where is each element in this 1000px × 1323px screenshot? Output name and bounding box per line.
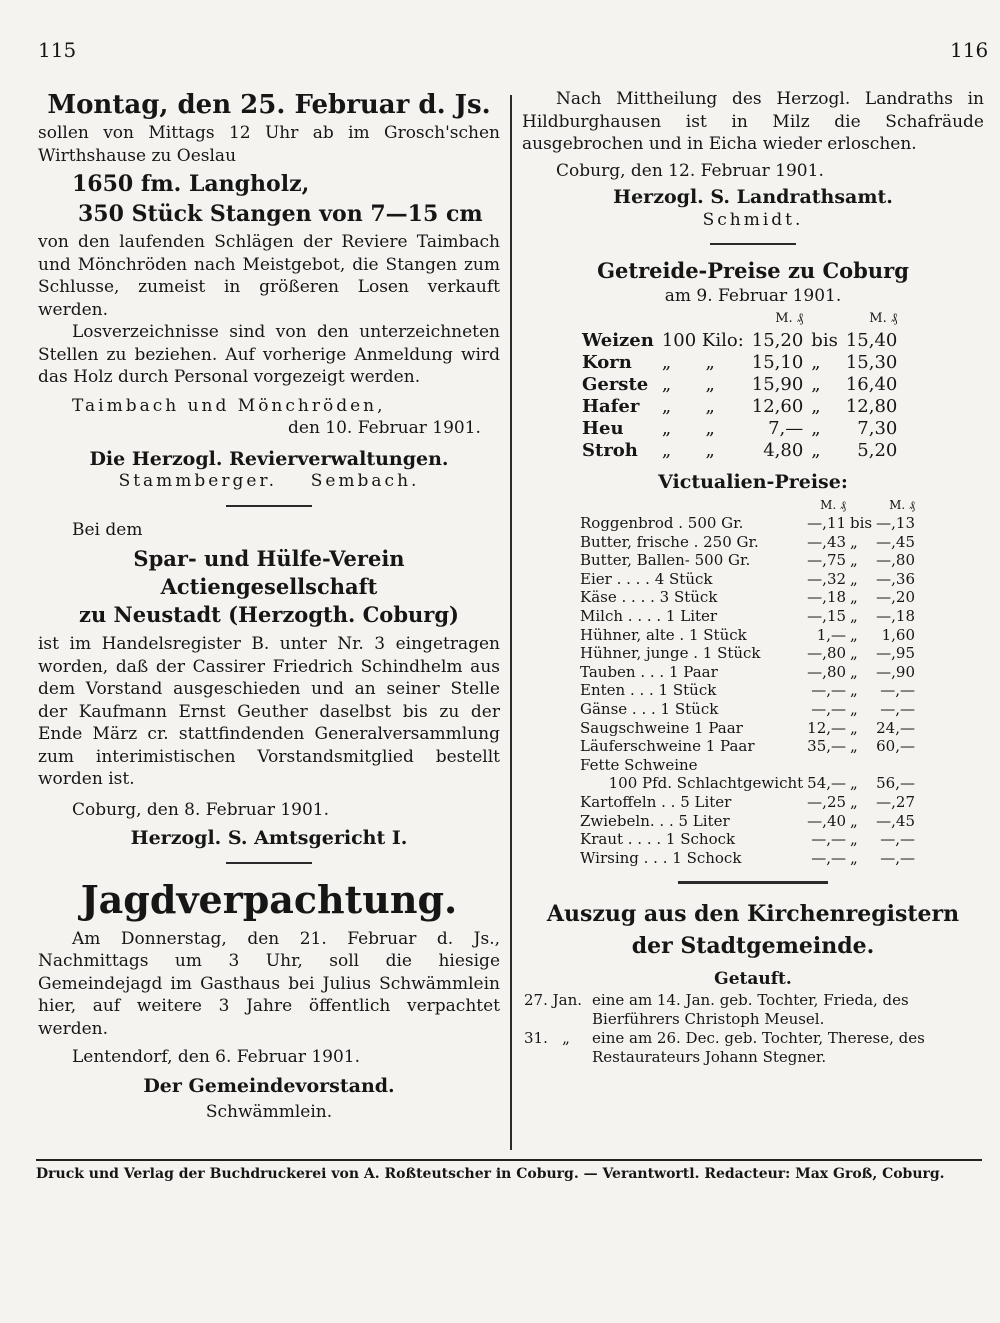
table-row [580, 700, 919, 719]
list-item [524, 1029, 984, 1067]
footer-rule [36, 1159, 982, 1161]
table-row [580, 812, 919, 831]
price-from: —,43 [807, 532, 847, 551]
price-to: —,— [880, 700, 915, 719]
price-separator: „ [850, 774, 858, 793]
grain-quantity: „ „ [661, 395, 715, 417]
auction-item-langholz: 1650 fm. Langholz, [72, 171, 310, 197]
victual-name: Saugschweine 1 Paar [580, 718, 743, 737]
price-to: —,36 [876, 569, 915, 588]
auction-heading: Montag, den 25. Februar d. Js. [47, 90, 491, 120]
victual-name: Butter, frische . 250 Gr. [580, 532, 759, 551]
victual-name: Wirsing . . . 1 Schock [580, 848, 742, 867]
price-to [876, 756, 919, 775]
victual-price-table [580, 496, 919, 868]
page-number-right: 116 [950, 38, 989, 62]
separator-rule [226, 862, 312, 864]
price-separator: „ [850, 588, 858, 607]
victual-name: Butter, Ballen- 500 Gr. [580, 551, 751, 570]
victual-name: Kartoffeln . . 5 Liter [580, 793, 732, 811]
price-to: 15,40 [845, 329, 898, 351]
price-to: —,— [880, 681, 915, 700]
grain-name: Korn [582, 351, 632, 373]
table-row [580, 756, 919, 775]
table-row [580, 533, 919, 552]
unit-mark: M. [889, 497, 906, 512]
page-number-left: 115 [38, 38, 77, 62]
notice-signature: Schmidt. [702, 209, 804, 230]
price-to: —,13 [876, 514, 915, 533]
price-separator: „ [850, 811, 858, 830]
price-from: —,80 [807, 662, 847, 681]
price-separator [850, 756, 876, 775]
price-to: —,80 [876, 551, 915, 570]
victuals-heading: Victualien-Preise: [658, 470, 848, 493]
price-from: —,11 [807, 514, 847, 533]
hunt-body: Am Donnerstag, den 21. Februar d. Js., Nachmittags um 3 Uhr, soll die hiesige Gemeindejagd im Gasthaus bei Julius Schwämmlein hier, auf weitere 3 Jahre öffentlich verpachtet werden. [38, 928, 500, 1039]
victual-name: Läuferschweine 1 Paar [580, 737, 755, 756]
price-separator: „ [850, 644, 858, 663]
price-separator: „ [811, 439, 821, 461]
price-from: 15,10 [751, 351, 804, 373]
price-to: 16,40 [845, 373, 898, 395]
price-from: —,15 [807, 607, 847, 626]
grain-date: am 9. Februar 1901. [664, 286, 842, 306]
price-from: 54,— [807, 774, 847, 793]
table-row [580, 607, 919, 626]
register-lead: Bei dem [72, 519, 143, 540]
price-separator: „ [850, 737, 858, 756]
price-separator: „ [850, 848, 858, 867]
column-divider [510, 95, 512, 1150]
price-separator: „ [811, 373, 821, 395]
price-from: 12,60 [751, 395, 804, 417]
price-separator: „ [850, 718, 858, 737]
baptism-date: 31. „ [524, 1028, 570, 1047]
grain-quantity: „ „ [661, 439, 715, 461]
price-separator: „ [850, 551, 858, 570]
hunt-date: Lentendorf, den 6. Februar 1901. [72, 1047, 361, 1067]
church-subheading: Getauft. [714, 969, 792, 990]
table-row [580, 551, 919, 570]
price-to: 15,30 [845, 351, 898, 373]
price-separator: „ [850, 569, 858, 588]
baptism-text: eine am 26. Dec. geb. Tochter, Therese, des Restaurateurs Johann Stegner. [592, 1028, 925, 1066]
list-item [524, 991, 984, 1029]
price-to: —,45 [876, 811, 915, 830]
price-from: —,32 [807, 569, 847, 588]
hunt-signature: Schwämmlein. [205, 1102, 333, 1122]
victual-name: Milch . . . . 1 Liter [580, 607, 718, 626]
church-heading: Auszug aus den Kirchenregistern [546, 901, 960, 928]
register-date: Coburg, den 8. Februar 1901. [72, 799, 330, 820]
price-separator: „ [850, 830, 858, 849]
table-row [580, 644, 919, 663]
separator-rule [710, 243, 796, 245]
price-separator: „ [850, 793, 858, 811]
notice-landrath [522, 88, 984, 231]
grain-prices [522, 257, 984, 462]
victual-name: Fette Schweine [580, 755, 698, 774]
victual-name: Enten . . . 1 Stück [580, 681, 717, 700]
unit-pfennig: ₰ [890, 310, 898, 326]
baptism-text: eine am 14. Jan. geb. Tochter, Frieda, des Bierführers Christoph Meusel. [592, 990, 909, 1028]
price-from: 1,— [816, 625, 847, 644]
notice-date: Coburg, den 12. Februar 1901. [556, 160, 824, 181]
hunt-authority: Der Gemeindevorstand. [143, 1074, 395, 1097]
price-separator: „ [850, 700, 858, 719]
price-separator: „ [850, 532, 858, 551]
price-to: —,20 [876, 588, 915, 607]
hunt-notice [38, 876, 500, 1124]
register-company-location: zu Neustadt (Herzogth. Coburg) [79, 602, 459, 627]
notice-body: Nach Mittheilung des Herzogl. Landraths in Hildburghausen ist in Milz die Schafräude ausgebrochen und in Eicha wieder erloschen. [522, 89, 984, 154]
unit-mark: M. [869, 310, 887, 326]
register-authority: Herzogl. S. Amtsgericht I. [130, 827, 408, 849]
grain-name: Gerste [582, 373, 649, 395]
unit-mark: M. [820, 497, 837, 512]
register-notice [38, 519, 500, 850]
grain-price-table [582, 308, 905, 462]
grain-name: Hafer [582, 395, 640, 417]
table-row [582, 440, 905, 462]
grain-name: Weizen [582, 329, 654, 351]
auction-place: Taimbach und Mönchröden, [72, 395, 386, 416]
grain-units-row [582, 308, 905, 330]
price-from: —,18 [807, 588, 847, 607]
price-from [807, 756, 850, 775]
price-from: —,25 [807, 793, 847, 811]
table-row [580, 681, 919, 700]
victual-units-row [580, 496, 919, 515]
table-row [580, 849, 919, 868]
price-from: —,— [811, 681, 847, 700]
price-from: 7,— [768, 417, 804, 439]
price-to: 56,— [876, 774, 915, 793]
table-row [580, 663, 919, 682]
price-from: —,40 [807, 811, 847, 830]
grain-quantity: 100 Kilo: [661, 329, 744, 351]
baptism-list [524, 991, 984, 1067]
price-to: —,27 [876, 793, 915, 811]
register-company-name: Spar- und Hülfe-Verein Actiengesellschaft [133, 546, 405, 599]
hunt-heading: Jagdverpachtung. [80, 876, 458, 922]
table-row [580, 793, 919, 812]
imprint-footer: Druck und Verlag der Buchdruckerei von A. Roßteutscher in Coburg. — Verantwortl. Redacteur: Max Groß, Coburg. [36, 1166, 945, 1182]
victual-name: Roggenbrod . 500 Gr. [580, 514, 744, 533]
table-row [582, 330, 905, 352]
auction-signatures: Stammberger. Sembach. [118, 471, 420, 491]
auction-notice [38, 88, 500, 493]
victual-name: 100 Pfd. Schlachtgewicht [580, 774, 804, 793]
price-to: 12,80 [845, 395, 898, 417]
price-to: —,90 [876, 662, 915, 681]
price-separator: „ [811, 417, 821, 439]
auction-item-stangen: 350 Stück Stangen von 7—15 cm [78, 201, 483, 227]
table-row [580, 830, 919, 849]
church-heading-2: der Stadtgemeinde. [631, 933, 875, 960]
price-to: 1,60 [881, 625, 915, 644]
price-from: 35,— [807, 737, 847, 756]
price-separator: „ [850, 607, 858, 626]
price-from: —,— [811, 700, 847, 719]
auction-body-2: Losverzeichnisse sind von den unterzeichneten Stellen zu beziehen. Auf vorherige Anmeldung wird das Holz durch Personal vorgezeigt werden. [38, 322, 500, 387]
price-to: 24,— [876, 718, 915, 737]
baptism-date: 27. Jan. [524, 990, 583, 1009]
victual-name: Hühner, alte . 1 Stück [580, 625, 747, 644]
price-to: —,18 [876, 607, 915, 626]
price-separator: „ [811, 351, 821, 373]
victual-name: Zwiebeln. . . 5 Liter [580, 811, 730, 830]
grain-quantity: „ „ [661, 373, 715, 395]
right-column [522, 88, 984, 1067]
price-separator: bis [811, 329, 838, 351]
auction-authority: Die Herzogl. Revierverwaltungen. [89, 447, 449, 470]
table-row [580, 570, 919, 589]
price-from: —,— [811, 830, 847, 849]
separator-rule [678, 881, 828, 884]
price-to: —,— [880, 848, 915, 867]
table-row [580, 719, 919, 738]
left-column [38, 88, 500, 1124]
notice-authority: Herzogl. S. Landrathsamt. [613, 186, 893, 208]
price-from: 15,90 [751, 373, 804, 395]
price-separator: bis [850, 514, 873, 533]
table-row [580, 774, 919, 793]
victual-name: Tauben . . . 1 Paar [580, 662, 718, 681]
victual-prices [522, 468, 984, 868]
victual-name: Eier . . . . 4 Stück [580, 569, 713, 588]
victual-name: Hühner, junge . 1 Stück [580, 644, 761, 663]
price-separator: „ [850, 625, 858, 644]
price-separator: „ [850, 681, 858, 700]
price-from: —,— [811, 848, 847, 867]
separator-rule [226, 505, 312, 507]
register-body: ist im Handelsregister B. unter Nr. 3 eingetragen worden, daß der Cassirer Friedrich Schindhelm aus dem Vorstand ausgeschieden und an seiner Stelle der Kaufmann Ernst Geuther daselbst bis zu der Ende März cr. stattfindenden Generalversammlung zum interimistischen Vorstandsmitglied bestellt worden ist. [38, 634, 500, 789]
price-separator: „ [850, 662, 858, 681]
price-separator: „ [811, 395, 821, 417]
table-row [580, 737, 919, 756]
victual-name: Kraut . . . . 1 Schock [580, 830, 736, 849]
price-from: —,80 [807, 644, 847, 663]
table-row [580, 588, 919, 607]
price-to: 7,30 [857, 417, 898, 439]
auction-body: von den laufenden Schlägen der Reviere Taimbach und Mönchröden nach Meistgebot, die Stangen zum Schlusse, zumeist in größeren Losen verkauft werden. [38, 232, 500, 320]
grain-quantity: „ „ [661, 417, 715, 439]
price-to: —,45 [876, 532, 915, 551]
grain-heading: Getreide-Preise zu Coburg [597, 258, 909, 283]
price-from: —,75 [807, 551, 847, 570]
auction-intro: sollen von Mittags 12 Uhr ab im Grosch'schen Wirthshause zu Oeslau [38, 123, 500, 166]
grain-quantity: „ „ [661, 351, 715, 373]
victual-name: Käse . . . . 3 Stück [580, 588, 718, 607]
church-register [522, 898, 984, 1067]
price-from: 12,— [807, 718, 847, 737]
table-row [580, 626, 919, 645]
table-row [582, 418, 905, 440]
price-to: —,95 [876, 644, 915, 663]
grain-name: Heu [582, 417, 624, 439]
auction-date: den 10. Februar 1901. [288, 418, 481, 438]
price-to: —,— [880, 830, 915, 849]
grain-name: Stroh [582, 439, 638, 461]
unit-pfennig: ₰ [796, 310, 804, 326]
price-to: 60,— [876, 737, 915, 756]
table-row [582, 396, 905, 418]
table-row [580, 514, 919, 533]
victual-name: Gänse . . . 1 Stück [580, 700, 719, 719]
unit-mark: M. [775, 310, 793, 326]
unit-pfennig: ₰ [909, 497, 915, 512]
price-from: 15,20 [751, 329, 804, 351]
price-from: 4,80 [763, 439, 804, 461]
unit-pfennig: ₰ [840, 497, 847, 512]
table-row [582, 352, 905, 374]
price-to: 5,20 [857, 439, 898, 461]
table-row [582, 374, 905, 396]
